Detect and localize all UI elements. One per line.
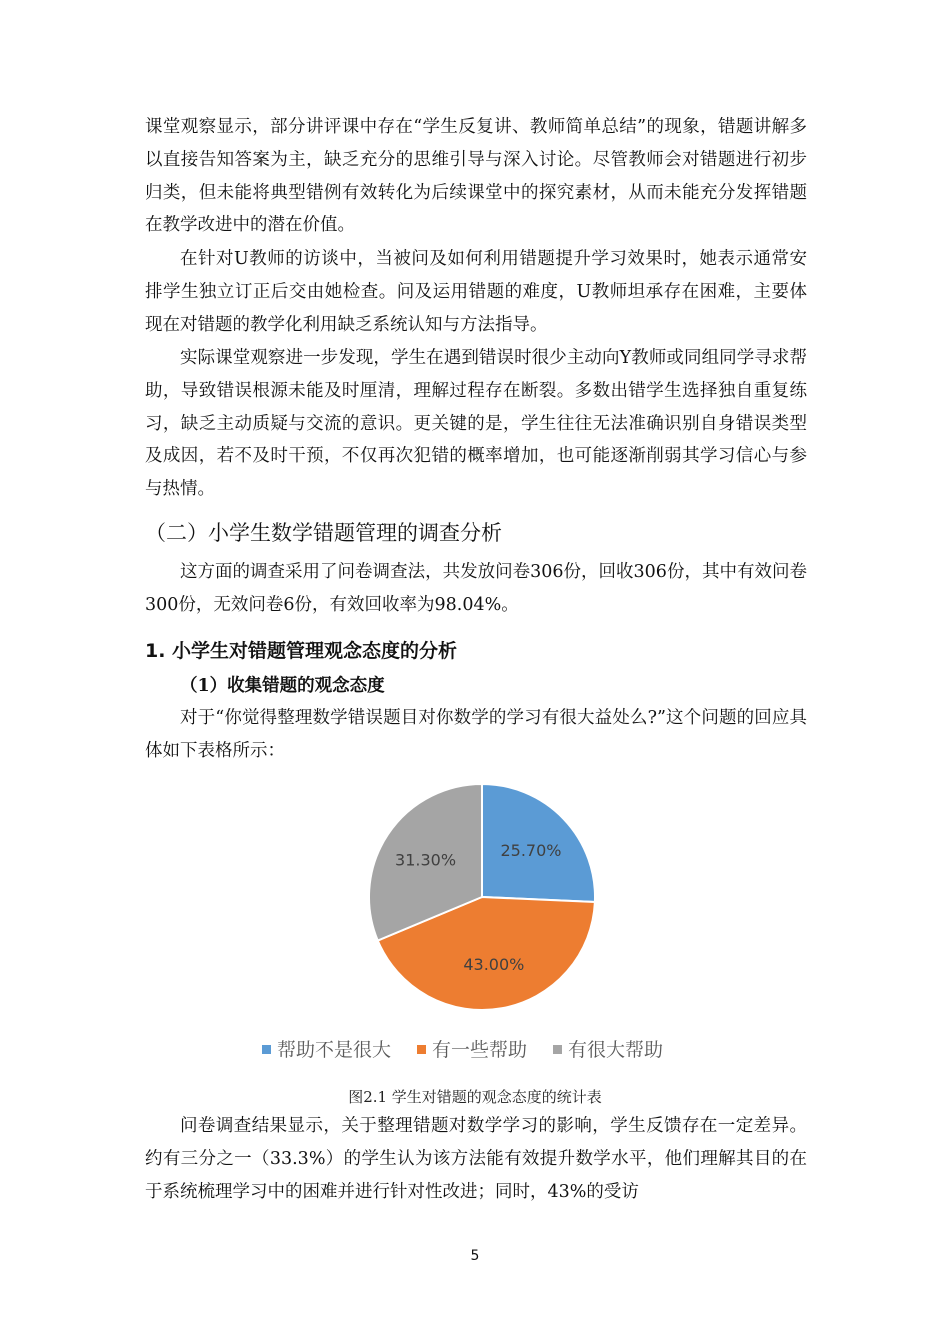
section-heading: （二）小学生数学错题管理的调查分析 — [145, 521, 502, 545]
pie-data-label-3: 31.30% — [395, 850, 457, 870]
page-number: 5 — [470, 1248, 480, 1264]
pie-data-label-1: 25.70% — [500, 841, 562, 861]
subsection-heading: 1. 小学生对错题管理观念态度的分析 — [145, 640, 458, 662]
legend-label-2: 有一些帮助 — [432, 1039, 528, 1061]
paragraph-observation-findings: 实际课堂观察进一步发现，学生在遇到错误时很少主动向Y教师或同组同学寻求帮助，导致错误根源未能及时厘清，理解过程存在断裂。多数出错学生选择独自重复练习，缺乏主动质疑与交流的意识。更关键的是，学生往往无法准确识别自身错误类型及成因，若不及时干预，不仅再次犯错的概率增加，也可能逐渐削弱其学习信心与参与热情。 — [145, 348, 807, 500]
paragraph-survey-results: 问卷调查结果显示，关于整理错题对数学学习的影响，学生反馈存在一定差异。约有三分之一（33.3%）的学生认为该方法能有效提升数学水平，他们理解其目的在于系统梳理学习中的困难并进行针对性改进；同时，43%的受访 — [145, 1116, 807, 1202]
legend-swatch-1 — [262, 1045, 271, 1054]
paragraph-teacher-interview: 在针对U教师的访谈中，当被问及如何利用错题提升学习效果时，她表示通常安排学生独立订正后交由她检查。问及运用错题的难度，U教师坦承存在困难，主要体现在对错题的教学化利用缺乏系统认知与方法指导。 — [145, 249, 807, 335]
figure-caption: 图2.1 学生对错题的观念态度的统计表 — [348, 1088, 602, 1106]
legend-label-1: 帮助不是很大 — [277, 1039, 392, 1061]
paragraph-survey-method: 这方面的调查采用了问卷调查法，共发放问卷306份，回收306份，其中有效问卷300份，无效问卷6份，有效回收率为98.04%。 — [145, 562, 807, 615]
paragraph-survey-question: 对于“你觉得整理数学错误题目对你数学的学习有很大益处么?”这个问题的回应具体如下表格所示： — [145, 708, 807, 761]
pie-chart — [250, 770, 710, 1080]
legend-swatch-2 — [417, 1045, 426, 1054]
legend-label-3: 有很大帮助 — [568, 1039, 664, 1061]
legend-swatch-3 — [553, 1045, 562, 1054]
subsubsection-heading: （1）收集错题的观念态度 — [180, 676, 385, 696]
paragraph-classroom-observation: 课堂观察显示，部分讲评课中存在“学生反复讲、教师简单总结”的现象，错题讲解多以直接告知答案为主，缺乏充分的思维引导与深入讨论。尽管教师会对错题进行初步归类，但未能将典型错例有效转化为后续课堂中的探究素材，从而未能充分发挥错题在教学改进中的潜在价值。 — [145, 117, 807, 236]
pie-data-label-2: 43.00% — [463, 954, 525, 974]
